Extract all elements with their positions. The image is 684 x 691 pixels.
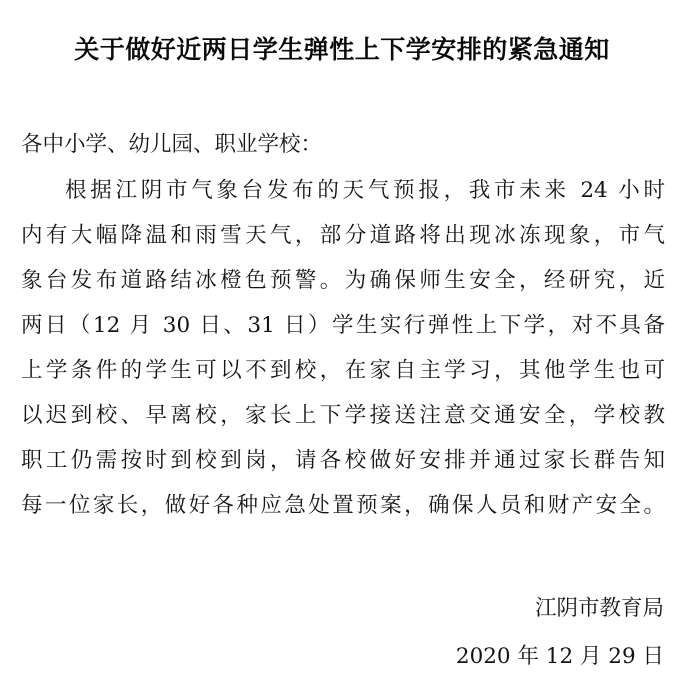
issuer-signature: 江阴市教育局	[534, 596, 664, 621]
notice-title: 关于做好近两日学生弹性上下学安排的紧急通知	[74, 35, 610, 64]
body-line-3: 象台发布道路结冰橙色预警。为确保师生安全，经研究，近	[21, 268, 665, 293]
body-line-2: 内有大幅降温和雨雪天气，部分道路将出现冰冻现象，市气	[21, 223, 665, 248]
body-line-1: 根据江阴市气象台发布的天气预报，我市未来 24 小时	[65, 178, 665, 203]
body-line-7: 职工仍需按时到校到岗，请各校做好安排并通过家长群告知	[21, 448, 665, 473]
salutation: 各中小学、幼儿园、职业学校：	[21, 132, 323, 157]
body-line-5: 上学条件的学生可以不到校，在家自主学习，其他学生也可	[21, 358, 665, 383]
body-line-6: 以迟到校、早离校，家长上下学接送注意交通安全，学校教	[21, 403, 665, 428]
body-line-4: 两日（12 月 30 日、31 日）学生实行弹性上下学，对不具备	[21, 313, 665, 338]
body-line-8: 每一位家长，做好各种应急处置预案，确保人员和财产安全。	[21, 493, 665, 518]
issue-date: 2020 年 12 月 29 日	[455, 644, 664, 669]
